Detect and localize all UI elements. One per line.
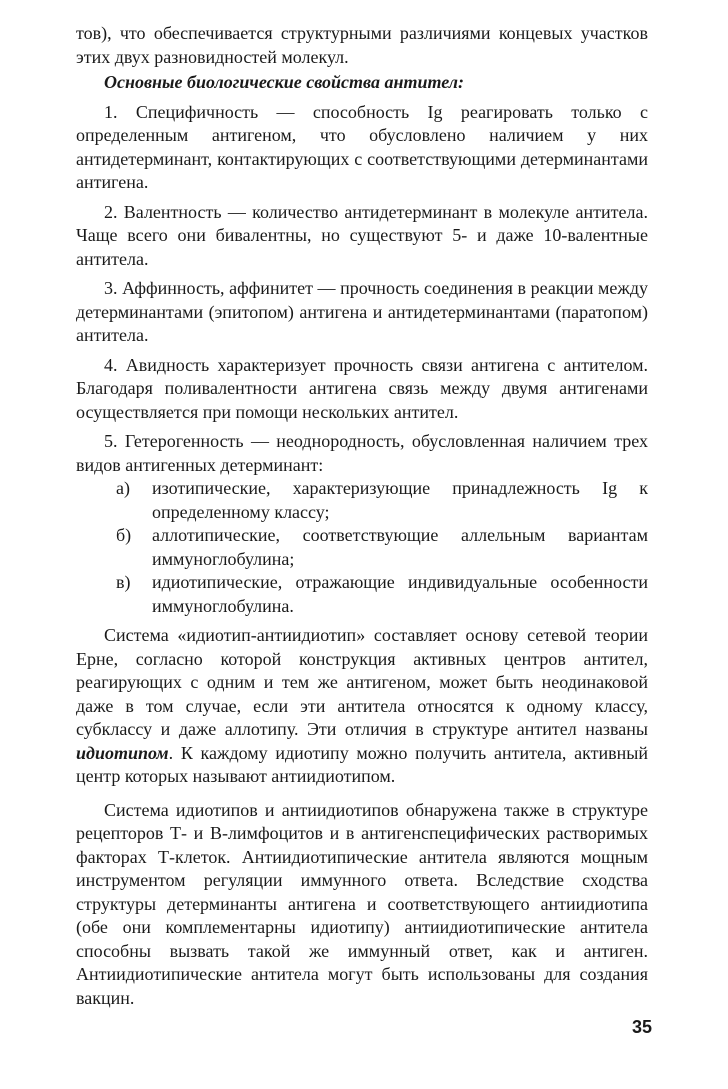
determinant-types-list [76, 477, 648, 618]
idiotype-system-paragraph: Система идиотипов и антиидиотипов обнаружена также в структуре рецепторов Т- и В-лимфоцитов и в антигенспецифических растворимых факторах Т-клеток. Антиидиотипические антитела являются мощным инструментом регуляции иммунного ответа. Вследствие сходства структуры детерминанты антигена и соответствующего антиидиотипа (обе они комплементарны идиотипу) антиидиотипические антитела способны вызвать такой же иммунный ответ, как и антиген. Антиидиотипические антитела могут быть использованы для создания вакцин. [76, 799, 648, 1008]
intro-paragraph: тов), что обеспечивается структурными различиями концевых участков этих двух разновидностей молекул. [76, 23, 648, 67]
list-item [76, 571, 648, 618]
network-theory-paragraph [76, 624, 648, 789]
property-avidity: 4. Авидность характеризует прочность связи антигена с антителом. Благодаря поливалентности антигена связь между двумя антигенами осуществляется при помощи нескольких антител. [76, 354, 648, 422]
section-heading: Основные биологические свойства антител: [104, 72, 464, 92]
property-affinity: 3. Аффинность, аффинитет — прочность соединения в реакции между детерминантами (эпитопом) антигена и антидетерминантами (паратопом) антитела. [76, 278, 648, 345]
page-number: 35 [631, 1017, 652, 1037]
property-heterogeneity: 5. Гетерогенность — неоднородность, обусловленная наличием трех видов антигенных детерминант: [76, 431, 648, 475]
network-text-before: Система «идиотип-антиидиотип» составляет основу сетевой теории Ерне, согласно которой конструкция активных центров антител, реагирующих с одним и тем же антигеном, может быть неодинаковой даже в том случае, если эти антитела относятся к одному классу, субклассу и даже аллотипу. Эти отличия в структуре антител названы [76, 625, 648, 739]
network-text-after: . К каждому идиотипу можно получить антитела, активный центр которых называют антиидиотипом. [76, 742, 648, 786]
list-item [76, 524, 648, 571]
list-item [76, 477, 648, 524]
list-marker: в) [116, 572, 131, 592]
page-body [76, 22, 648, 1010]
list-item-text: аллотипические, соответствующие аллельным вариантам иммуноглобулина; [152, 525, 648, 569]
list-marker: б) [116, 525, 132, 545]
idiotype-term: идиотипом [76, 742, 169, 763]
property-valence: 2. Валентность — количество антидетерминант в молекуле антитела. Чаще всего они бивалентны, но существуют 5- и даже 10-валентные антитела. [76, 201, 648, 269]
property-specificity: 1. Специфичность — способность Ig реагировать только с определенным антигеном, что обусловлено наличием у них антидетерминант, контактирующих с соответствующими детерминантами антигена. [76, 101, 648, 192]
list-item-text: изотипические, характеризующие принадлежность Ig к определенному классу; [152, 478, 648, 522]
list-item-text: идиотипические, отражающие индивидуальные особенности иммуноглобулина. [152, 572, 648, 616]
list-marker: а) [116, 478, 130, 498]
